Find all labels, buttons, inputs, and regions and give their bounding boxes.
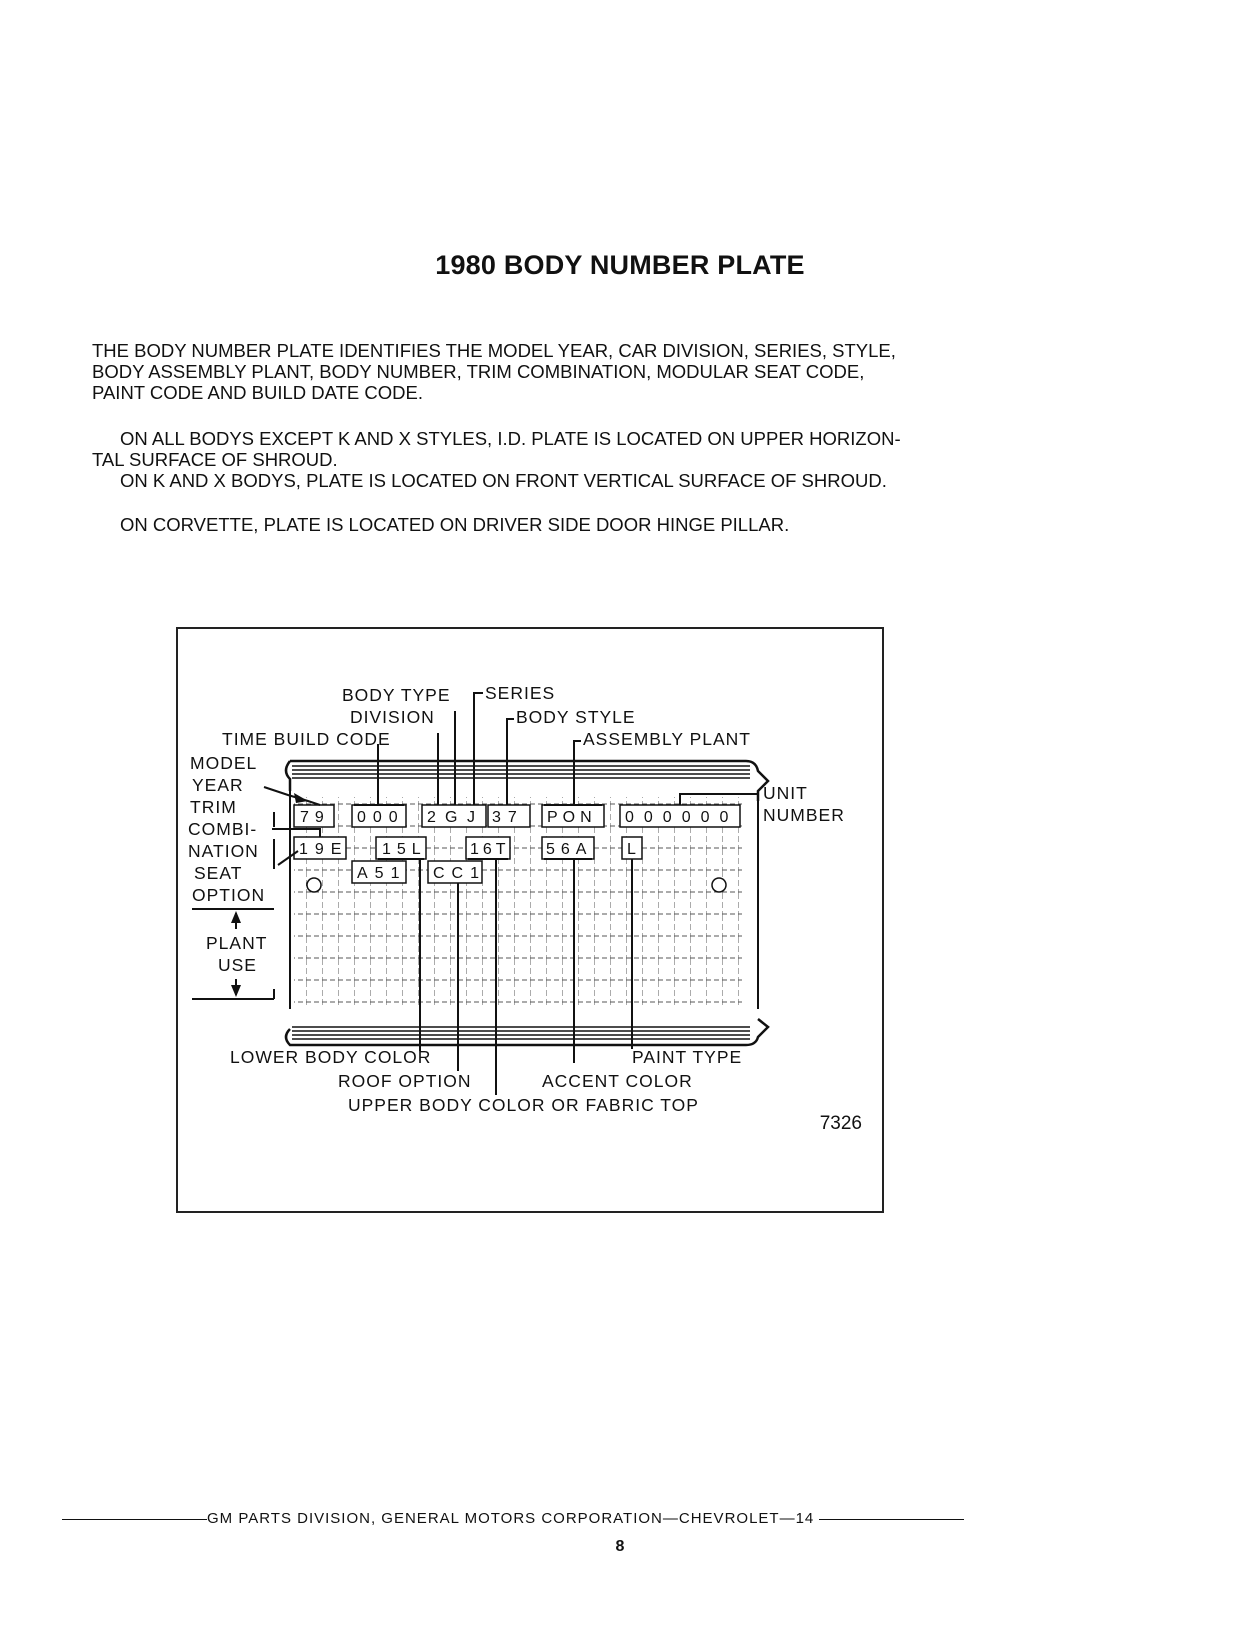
label-seat: SEAT	[194, 863, 243, 883]
figure-number: 7326	[819, 1113, 862, 1134]
location-line-3: ON K AND X BODYS, PLATE IS LOCATED ON FRONT VERTICAL SURFACE OF SHROUD.	[120, 470, 887, 491]
body-style-value: 37	[492, 809, 524, 826]
label-accent-color: ACCENT COLOR	[542, 1071, 693, 1091]
label-series: SERIES	[485, 683, 556, 703]
paint-type-value: L	[627, 841, 636, 858]
label-upper-body-color: UPPER BODY COLOR OR FABRIC TOP	[348, 1095, 699, 1115]
mounting-hole-right	[712, 878, 726, 892]
assembly-plant-value: PON	[547, 809, 597, 826]
mounting-hole-left	[307, 878, 321, 892]
location-line-2: TAL SURFACE OF SHROUD.	[92, 449, 338, 470]
label-lower-body-color: LOWER BODY COLOR	[230, 1047, 432, 1067]
model-year-value: 79	[300, 809, 330, 826]
lower-body-color-value: 15L	[382, 841, 427, 858]
label-paint-type: PAINT TYPE	[632, 1047, 743, 1067]
footer-text: GM PARTS DIVISION, GENERAL MOTORS CORPORATION—CHEVROLET—14	[207, 1510, 815, 1527]
trim-value: 19E	[299, 841, 349, 858]
body-number-plate-figure	[176, 627, 884, 1213]
roof-option-value: CC1	[433, 865, 487, 882]
time-build-value: 000	[357, 809, 405, 826]
label-body-style: BODY STYLE	[516, 707, 636, 727]
label-use: USE	[218, 955, 257, 975]
paint-value: 56A	[546, 841, 593, 858]
location-line-1: ON ALL BODYS EXCEPT K AND X STYLES, I.D. PLATE IS LOCATED ON UPPER HORIZON-	[120, 428, 901, 449]
intro-line-2: BODY ASSEMBLY PLANT, BODY NUMBER, TRIM COMBINATION, MODULAR SEAT CODE,	[92, 361, 865, 382]
plate-grid	[294, 797, 742, 1005]
upper-body-color-value: 16T	[470, 841, 510, 858]
seat-option-value: A51	[357, 865, 407, 882]
body-type-value: G	[445, 809, 458, 826]
page-title: 1980 BODY NUMBER PLATE	[435, 250, 805, 280]
corvette-line: ON CORVETTE, PLATE IS LOCATED ON DRIVER SIDE DOOR HINGE PILLAR.	[120, 514, 790, 535]
label-number: NUMBER	[763, 805, 845, 825]
label-option: OPTION	[192, 885, 266, 905]
label-body-type: BODY TYPE	[342, 685, 451, 705]
corvette-paragraph	[92, 514, 972, 535]
intro-line-3: PAINT CODE AND BUILD DATE CODE.	[92, 382, 424, 403]
page-number: 8	[615, 1538, 625, 1555]
series-value: J	[467, 809, 475, 826]
label-trim: TRIM	[190, 797, 237, 817]
label-plant: PLANT	[206, 933, 268, 953]
label-nation: NATION	[188, 841, 259, 861]
intro-line-1: THE BODY NUMBER PLATE IDENTIFIES THE MODEL YEAR, CAR DIVISION, SERIES, STYLE,	[92, 340, 896, 361]
division-value: 2	[427, 809, 436, 826]
label-time-build-code: TIME BUILD CODE	[222, 729, 391, 749]
label-year: YEAR	[192, 775, 244, 795]
label-assembly-plant: ASSEMBLY PLANT	[583, 729, 751, 749]
unit-number-value: 000000	[625, 809, 739, 826]
label-unit: UNIT	[763, 783, 808, 803]
plate-diagram	[178, 629, 882, 1211]
label-roof-option: ROOF OPTION	[338, 1071, 472, 1091]
location-paragraph	[92, 428, 972, 491]
label-division: DIVISION	[350, 707, 435, 727]
label-model: MODEL	[190, 753, 258, 773]
footer-rule-right	[819, 1519, 964, 1520]
intro-paragraph	[92, 340, 972, 403]
label-combi: COMBI-	[188, 819, 258, 839]
footer-rule-left	[62, 1519, 207, 1520]
page-footer	[62, 1510, 1062, 1527]
